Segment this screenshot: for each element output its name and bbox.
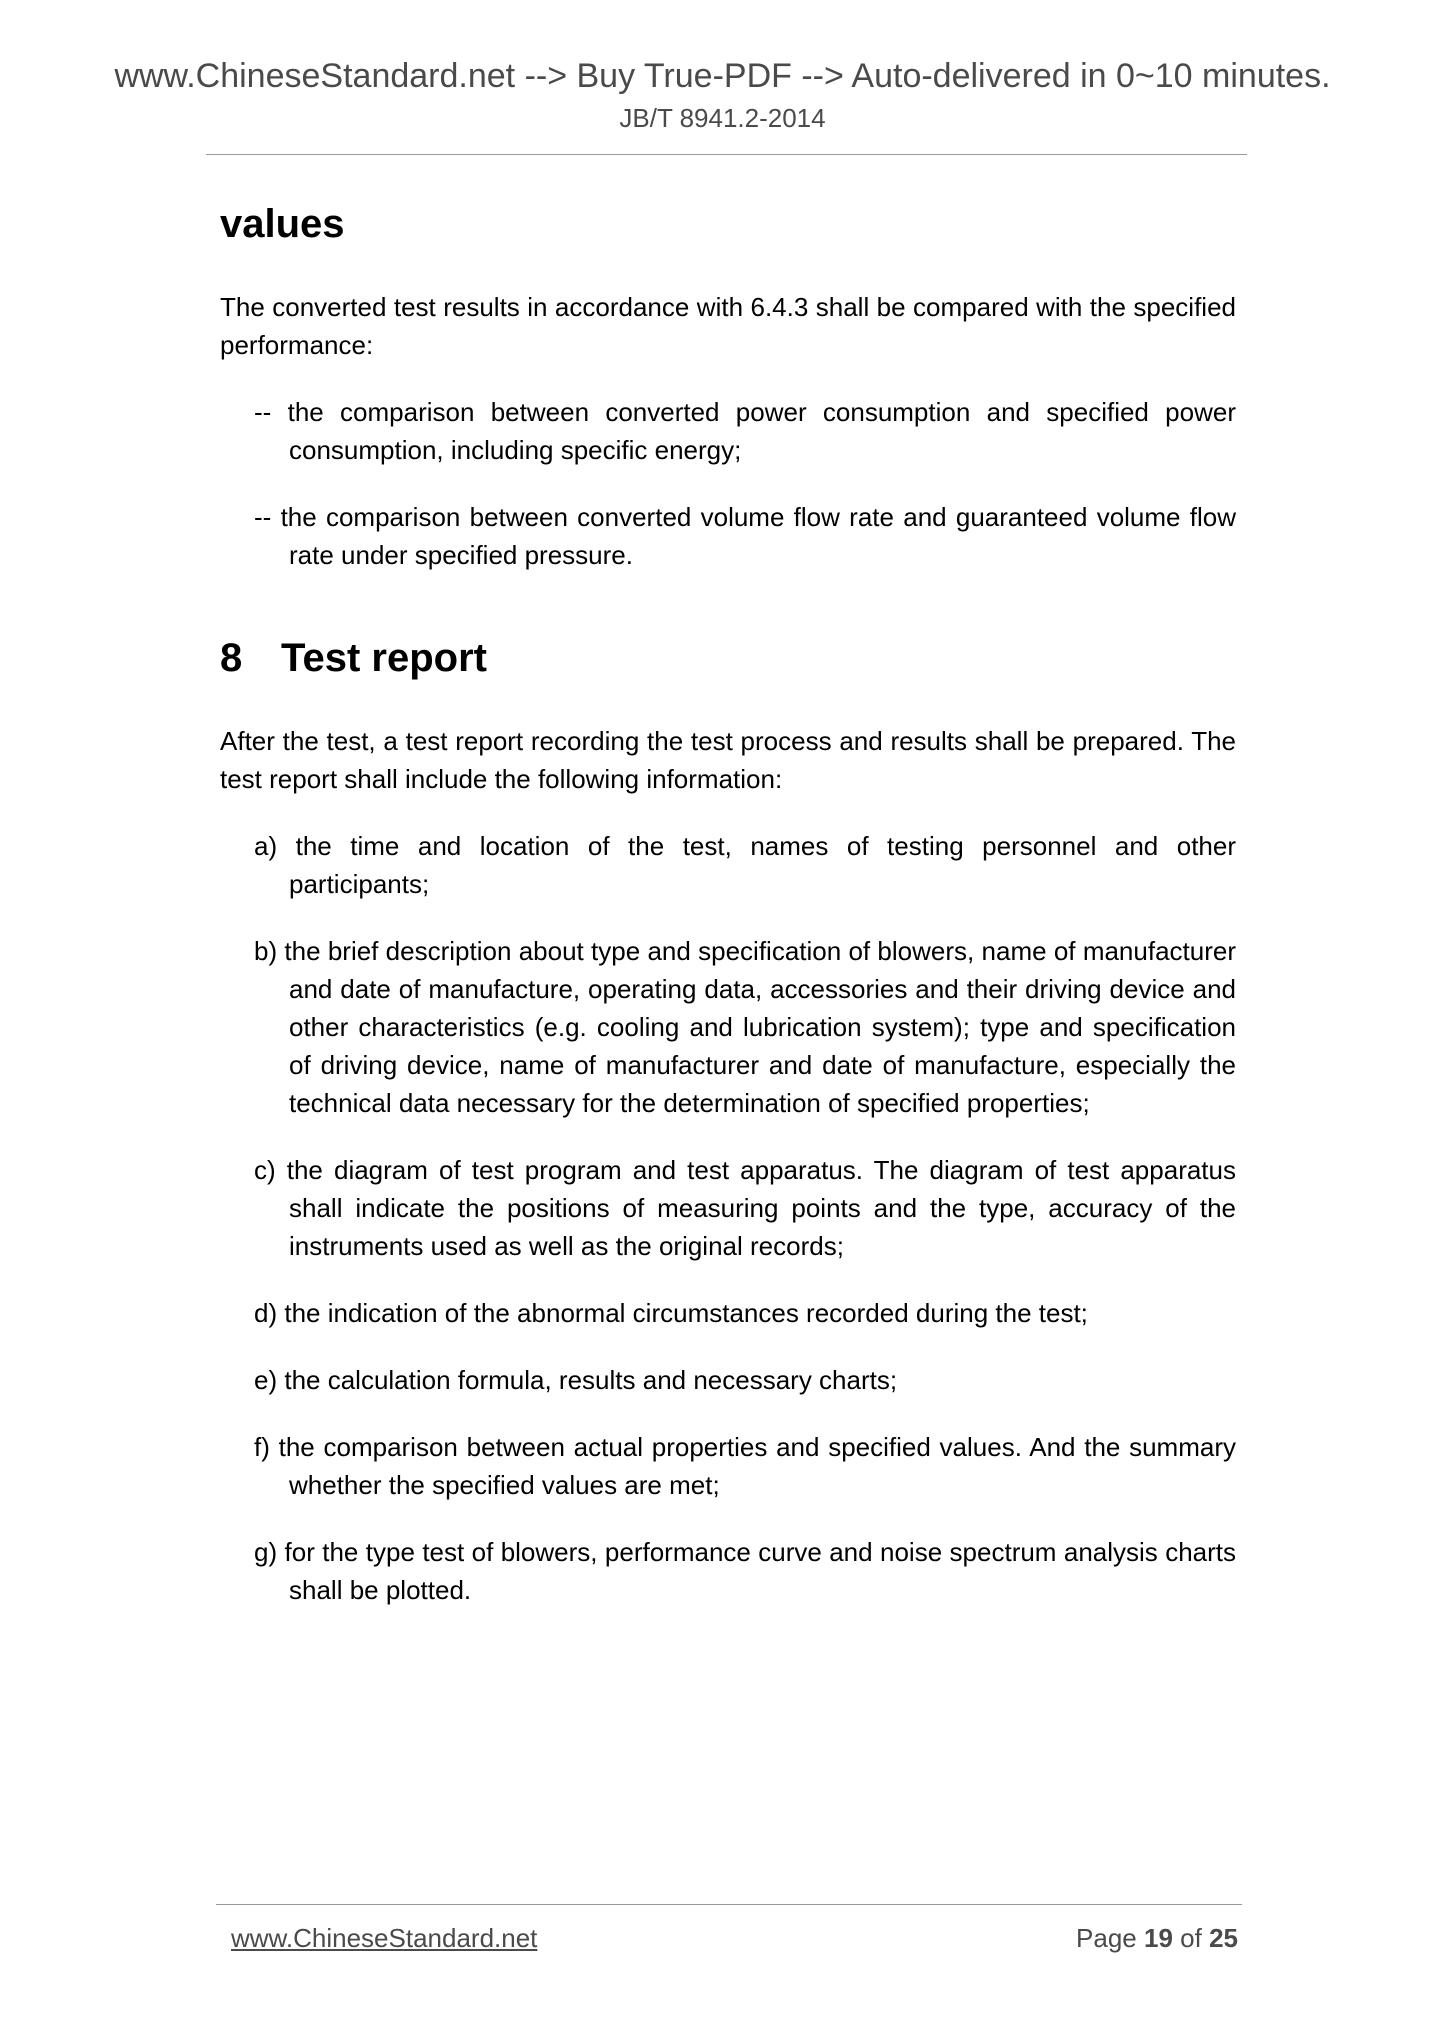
- footer-divider: [216, 1904, 1242, 1905]
- report-item-d: d) the indication of the abnormal circumstances recorded during the test;: [254, 1298, 1088, 1328]
- report-item-a: a) the time and location of the test, names of testing personnel and other participants;: [254, 831, 1236, 899]
- report-item-c: c) the diagram of test program and test apparatus. The diagram of test apparatus shall indicate the positions of measuring points and the type, accuracy of the instruments used as well as the original records;: [254, 1155, 1236, 1261]
- page-current: 19: [1144, 1923, 1173, 1953]
- report-item-b: b) the brief description about type and specification of blowers, name of manufacturer and date of manufacture, operating data, accessories and their driving device and other characteristics (e.g. cooling and lubrication system); type and specification of driving device, name of manufacturer and date of manufacture, especially the technical data necessary for the determination of specified properties;: [254, 936, 1236, 1118]
- page-label: Page: [1076, 1923, 1137, 1953]
- header-divider: [206, 154, 1247, 155]
- continued-heading: values: [220, 202, 345, 246]
- intro-paragraph: The converted test results in accordance with 6.4.3 shall be compared with the specified performance:: [220, 292, 1236, 360]
- report-item-g: g) for the type test of blowers, performance curve and noise spectrum analysis charts shall be plotted.: [254, 1537, 1236, 1605]
- report-paragraph: After the test, a test report recording the test process and results shall be prepared. The test report shall include the following information:: [220, 726, 1236, 794]
- report-item-e: e) the calculation formula, results and necessary charts;: [254, 1365, 898, 1395]
- section-heading: [220, 630, 1236, 686]
- page-total: 25: [1209, 1923, 1238, 1953]
- section-number: 8: [220, 636, 243, 680]
- header-banner: www.ChineseStandard.net --> Buy True-PDF --> Auto-delivered in 0~10 minutes.: [114, 57, 1331, 95]
- report-item-f: f) the comparison between actual properties and specified values. And the summary whether the specified values are met;: [254, 1432, 1236, 1500]
- footer-website-link[interactable]: www.ChineseStandard.net: [231, 1923, 538, 1953]
- page-of: of: [1180, 1923, 1202, 1953]
- section-title: Test report: [281, 636, 487, 680]
- page-indicator: [1076, 1922, 1238, 1954]
- comparison-item-flow: -- the comparison between converted volume flow rate and guaranteed volume flow rate under specified pressure.: [254, 502, 1236, 570]
- comparison-item-power: -- the comparison between converted power consumption and specified power consumption, including specific energy;: [254, 397, 1236, 465]
- document-number: JB/T 8941.2-2014: [619, 103, 826, 133]
- page-body: [220, 196, 1236, 1638]
